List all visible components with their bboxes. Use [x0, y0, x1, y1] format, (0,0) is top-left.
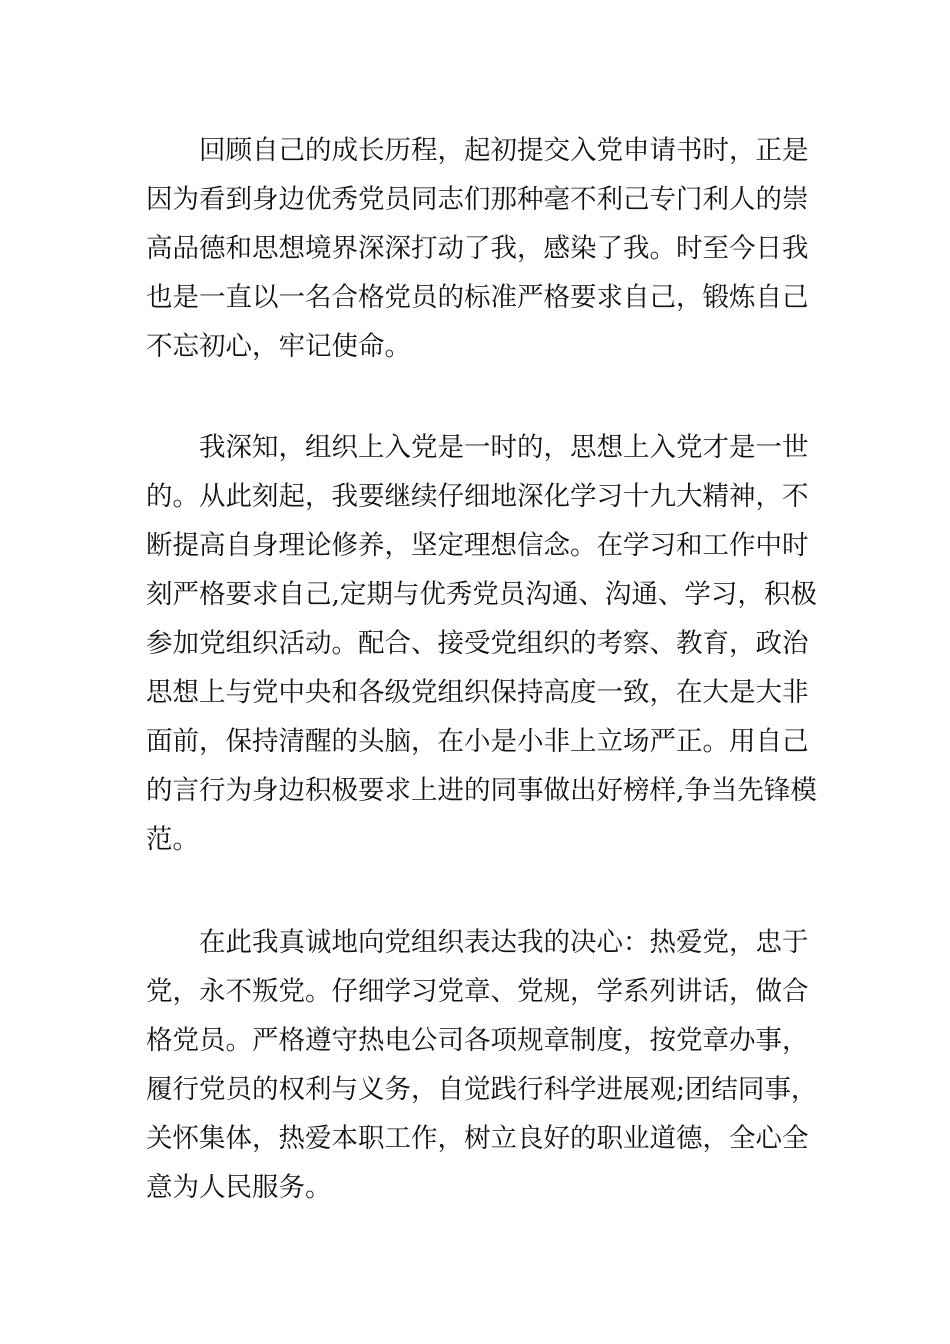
paragraph-growth-review	[146, 126, 808, 371]
paragraph-line: 范。	[146, 824, 199, 855]
paragraph-line: 刻严格要求自己,定期与优秀党员沟通、沟通、学习，积极	[146, 579, 817, 610]
paragraph-line: 我深知，组织上入党是一时的，思想上入党才是一世	[199, 432, 809, 463]
paragraph-line: 党，永不叛党。仔细学习党章、党规，学系列讲话，做合	[146, 976, 809, 1007]
paragraph-line: 在此我真诚地向党组织表达我的决心：热爱党，忠于	[199, 927, 809, 958]
paragraph-line: 的言行为身边积极要求上进的同事做出好榜样,争当先锋模	[146, 775, 817, 806]
paragraph-line: 履行党员的权利与义务，自觉践行科学进展观;团结同事，	[146, 1074, 818, 1105]
paragraph-line: 面前，保持清醒的头脑，在小是小非上立场严正。用自己	[146, 726, 809, 757]
paragraph-line: 格党员。严格遵守热电公司各项规章制度，按党章办事，	[146, 1025, 809, 1056]
paragraph-line: 回顾自己的成长历程，起初提交入党申请书时，正是	[199, 135, 809, 166]
paragraph-line: 关怀集体，热爱本职工作，树立良好的职业道德，全心全	[146, 1123, 809, 1154]
paragraph-line: 断提高自身理论修养，坚定理想信念。在学习和工作中时	[146, 530, 809, 561]
paragraph-resolution	[146, 918, 818, 1212]
paragraph-line: 意为人民服务。	[146, 1172, 332, 1203]
paragraph-line: 也是一直以一名合格党员的标准严格要求自己，锻炼自己	[146, 282, 809, 313]
paragraph-line: 不忘初心，牢记使命。	[146, 331, 411, 362]
paragraph-line: 的。从此刻起，我要继续仔细地深化学习十九大精神，不	[146, 481, 809, 512]
paragraph-line: 高品德和思想境界深深打动了我，感染了我。时至今日我	[146, 233, 809, 264]
paragraph-line: 思想上与党中央和各级党组织保持高度一致，在大是大非	[146, 677, 809, 708]
paragraph-line: 参加党组织活动。配合、接受党组织的考察、教育，政治	[146, 628, 809, 659]
paragraph-line: 因为看到身边优秀党员同志们那种毫不利己专门利人的崇	[146, 184, 809, 215]
paragraph-commitment-study	[146, 423, 817, 864]
